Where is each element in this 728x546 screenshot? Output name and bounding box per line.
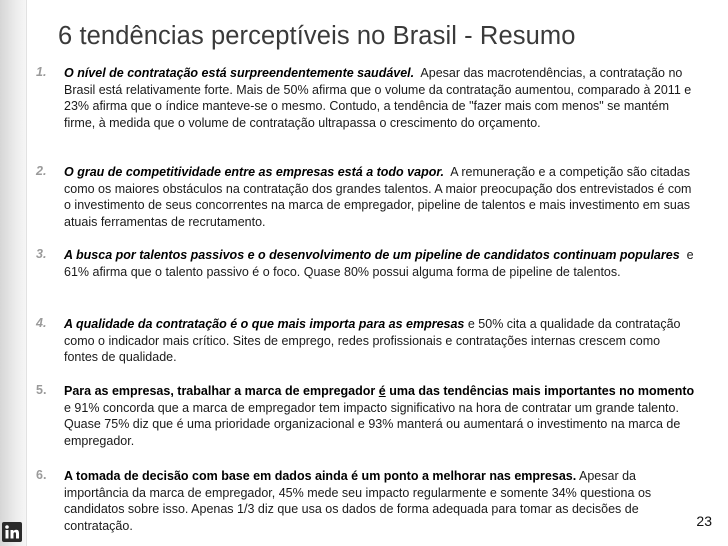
item-number: 1. <box>36 65 47 79</box>
left-sidebar-band <box>0 0 26 546</box>
item-body: e 91% concorda que a marca de empregador tem impacto significativo na hora de contratar um grande talento. Quase 75% diz que é uma prioridade organizacional e 93% manterá ou aumentará o investimento na marca de empregador. <box>64 400 681 449</box>
item-body: Apesar das macrotendências, a contratação no Brasil está relativamente forte. Mais de 50% afirma que o volume da contratação aumentou, comparado à 2011 e 23% afirma que o índice manteve-se o mesmo. Contudo, a tendência de "fazer mais com menos" se mantém firme, à medida que o volume de contratação ultrapassa o crescimento do orçamento. <box>64 66 692 131</box>
item-body: e 50% cita a qualidade da contratação como o indicador mais crítico. Sites de emprego, redes profissionais e contratações internas crescem como fontes de qualidade. <box>64 317 681 365</box>
item-lead: A tomada de decisão com base em dados ainda é um ponto a melhorar nas empresas. <box>64 469 577 483</box>
item-text <box>64 468 696 535</box>
item-lead: O nível de contratação está surpreendentemente saudável. <box>64 66 415 80</box>
item-number: 5. <box>36 383 47 397</box>
item-number: 4. <box>36 316 47 330</box>
page-number: 23 <box>696 513 712 529</box>
page-title: 6 tendências perceptíveis no Brasil - Resumo <box>58 22 576 50</box>
item-text <box>64 316 696 366</box>
item-text <box>64 247 696 280</box>
item-number: 3. <box>36 247 47 261</box>
item-number: 6. <box>36 468 47 482</box>
item-text <box>64 383 696 450</box>
item-lead: O grau de competitividade entre as empresas está a todo vapor. <box>64 165 444 179</box>
item-text <box>64 164 696 231</box>
item-number: 2. <box>36 164 47 178</box>
item-body: Apesar da importância da marca de empregador, 45% mede seu impacto regularmente e somente 34% questiona os candidatos sobre isso. Apenas 1/3 diz que usa os dados de forma adequada para tomar as decisões de contratação. <box>64 469 652 534</box>
item-lead: A busca por talentos passivos e o desenvolvimento de um pipeline de candidatos continuam populares <box>64 248 680 262</box>
item-body: A remuneração e a competição são citadas como os maiores obstáculos na contratação dos grandes talentos. A maior preocupação dos entrevistados é com o investimento de seus concorrentes na marca de empregador, pipeline de talentos e mais investimento em suas atuais ferramentas de recrutamento. <box>64 165 692 230</box>
item-lead: Para as empresas, trabalhar a marca de empregador <box>64 384 376 398</box>
item-lead: A qualidade da contratação é o que mais importa para as empresas <box>64 317 465 331</box>
linkedin-icon <box>2 522 22 542</box>
item-text <box>64 65 696 132</box>
item-lead-cont: uma das tendências mais importantes no momento <box>389 384 695 398</box>
item-lead-underlined: é <box>378 384 386 398</box>
sidebar-divider <box>26 0 27 546</box>
item-body: e 61% afirma que o talento passivo é o foco. Quase 80% possui alguma forma de pipeline de talentos. <box>64 248 694 279</box>
